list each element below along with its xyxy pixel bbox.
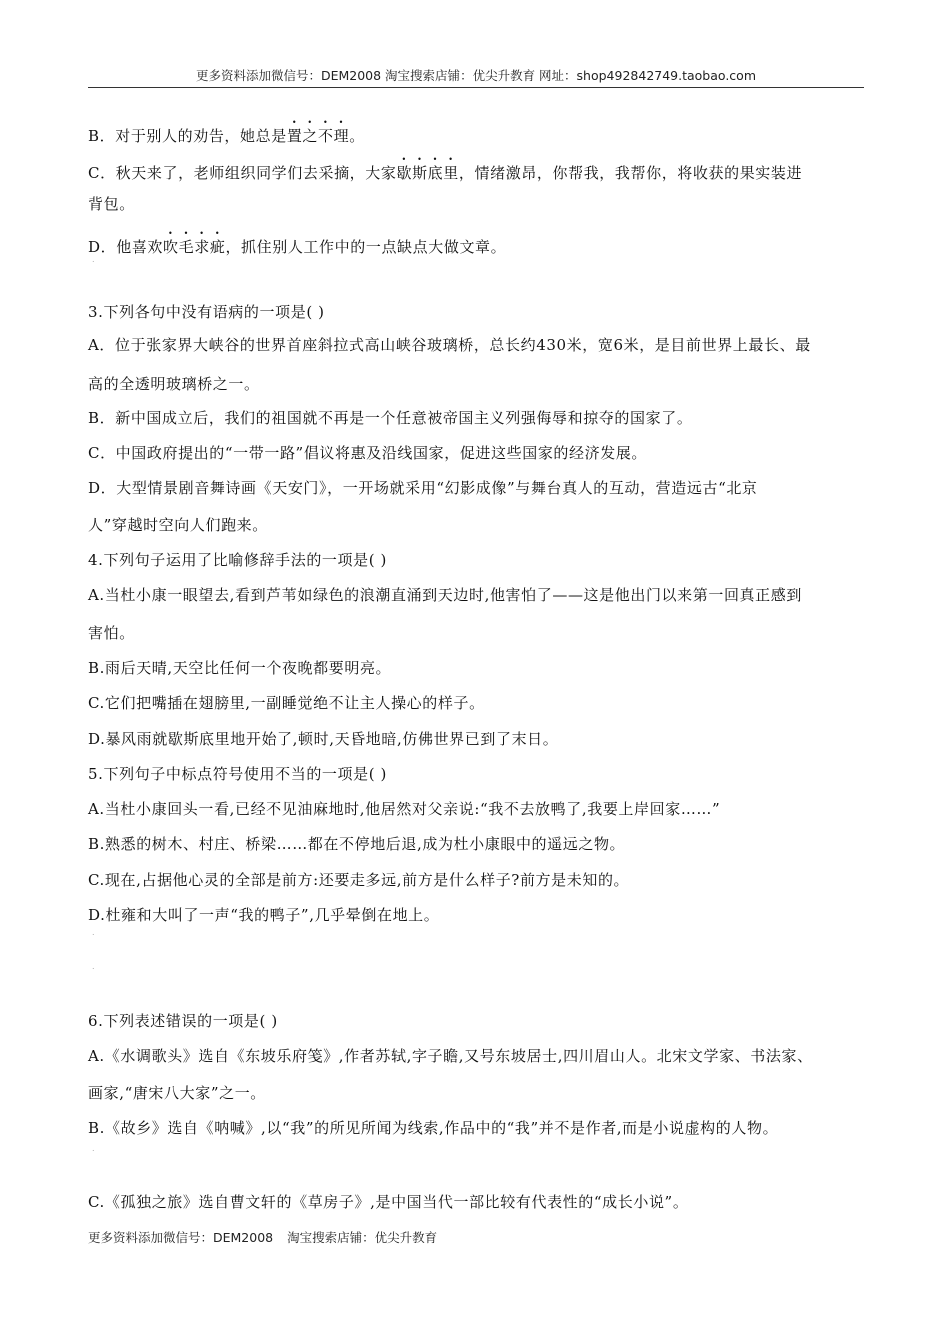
footer-shop: 淘宝搜索店铺：优尖升教育	[287, 1230, 438, 1245]
q4-option-c: C.它们把嘴插在翅膀里,一副睡觉绝不让主人操心的样子。	[88, 694, 485, 712]
q2-d-emphasis: 吹毛求疵	[163, 238, 226, 256]
q2-c-post: ，情绪激昂，你帮我，我帮你，将收获的果实装进	[458, 164, 803, 182]
q5-option-d: D.杜雍和大叫了一声“我的鸭子”,几乎晕倒在地上。	[88, 906, 440, 924]
q2-option-d	[88, 229, 506, 257]
q3-option-c: C．中国政府提出的“一带一路”倡议将惠及沿线国家，促进这些国家的经济发展。	[88, 444, 648, 462]
q2-c-emphasis: 歇斯底里	[396, 164, 459, 182]
q4-option-a: A.当杜小康一眼望去,看到芦苇如绿色的浪潮直涌到天边时,他害怕了——这是他出门以来第一回真正感到	[88, 586, 802, 604]
q4-option-b: B.雨后天晴,天空比任何一个夜晚都要明亮。	[88, 659, 392, 677]
q6-stem: 6.下列表述错误的一项是( )	[88, 1012, 278, 1030]
page-footer	[88, 1228, 437, 1246]
q2-d-post: ，抓住别人工作中的一点缺点大做文章。	[225, 238, 507, 256]
q3-stem: 3.下列各句中没有语病的一项是( )	[88, 303, 325, 321]
q2-b-pre: B．对于别人的劝告，她总是	[88, 127, 287, 145]
q5-stem: 5.下列句子中标点符号使用不当的一项是( )	[88, 765, 387, 783]
paragraph-mark: .	[92, 255, 95, 264]
q3-option-b: B．新中国成立后，我们的祖国就不再是一个任意被帝国主义列强侮辱和掠夺的国家了。	[88, 409, 693, 427]
page-header: 更多资料添加微信号：DEM2008 淘宝搜索店铺：优尖升教育 网址：shop492842749.taobao.com	[195, 68, 757, 83]
q5-option-a: A.当杜小康回头一看,已经不见油麻地时,他居然对父亲说:“我不去放鸭了,我要上岸回家……”	[88, 800, 721, 818]
q2-option-b	[88, 118, 365, 146]
q2-b-emphasis: 置之不理	[286, 127, 350, 145]
q2-c-pre: C．秋天来了，老师组织同学们去采摘，大家	[88, 164, 397, 182]
q3-option-a-cont: 高的全透明玻璃桥之一。	[88, 375, 260, 393]
q2-b-post: 。	[349, 127, 365, 145]
q3-option-d: D．大型情景剧音舞诗画《天安门》，一开场就采用“幻影成像”与舞台真人的互动，营造远古“北京	[88, 479, 758, 497]
q2-option-c	[88, 155, 802, 183]
header-divider	[88, 87, 864, 88]
q2-d-pre: D．他喜欢	[88, 238, 164, 256]
q5-option-c: C.现在,占据他心灵的全部是前方:还要走多远,前方是什么样子?前方是未知的。	[88, 871, 630, 889]
q3-option-d-cont: 人”穿越时空向人们跑来。	[88, 516, 268, 534]
q3-option-a: A．位于张家界大峡谷的世界首座斜拉式高山峡谷玻璃桥，总长约430米，宽6米，是目前世界上最长、最	[88, 336, 811, 354]
footer-wechat: 更多资料添加微信号：DEM2008	[88, 1230, 274, 1245]
q4-option-d: D.暴风雨就歇斯底里地开始了,顿时,天昏地暗,仿佛世界已到了末日。	[88, 730, 559, 748]
q6-option-c: C.《孤独之旅》选自曹文轩的《草房子》,是中国当代一部比较有代表性的“成长小说”。	[88, 1193, 689, 1211]
q6-option-a-cont: 画家,“唐宋八大家”之一。	[88, 1084, 266, 1102]
q5-option-b: B.熟悉的树木、村庄、桥梁……都在不停地后退,成为杜小康眼中的遥远之物。	[88, 835, 626, 853]
paragraph-mark: .	[92, 1144, 95, 1153]
q6-option-a: A.《水调歌头》选自《东坡乐府笺》,作者苏轼,字子瞻,又号东坡居士,四川眉山人。北宋文学家、书法家、	[88, 1047, 813, 1065]
paragraph-mark: .	[92, 962, 95, 971]
q2-option-c-cont: 背包。	[88, 195, 135, 213]
paragraph-mark: .	[92, 928, 95, 937]
q6-option-b: B.《故乡》选自《呐喊》,以“我”的所见所闻为线索,作品中的“我”并不是作者,而是小说虚构的人物。	[88, 1119, 779, 1137]
q4-option-a-cont: 害怕。	[88, 624, 135, 642]
q4-stem: 4.下列句子运用了比喻修辞手法的一项是( )	[88, 551, 387, 569]
